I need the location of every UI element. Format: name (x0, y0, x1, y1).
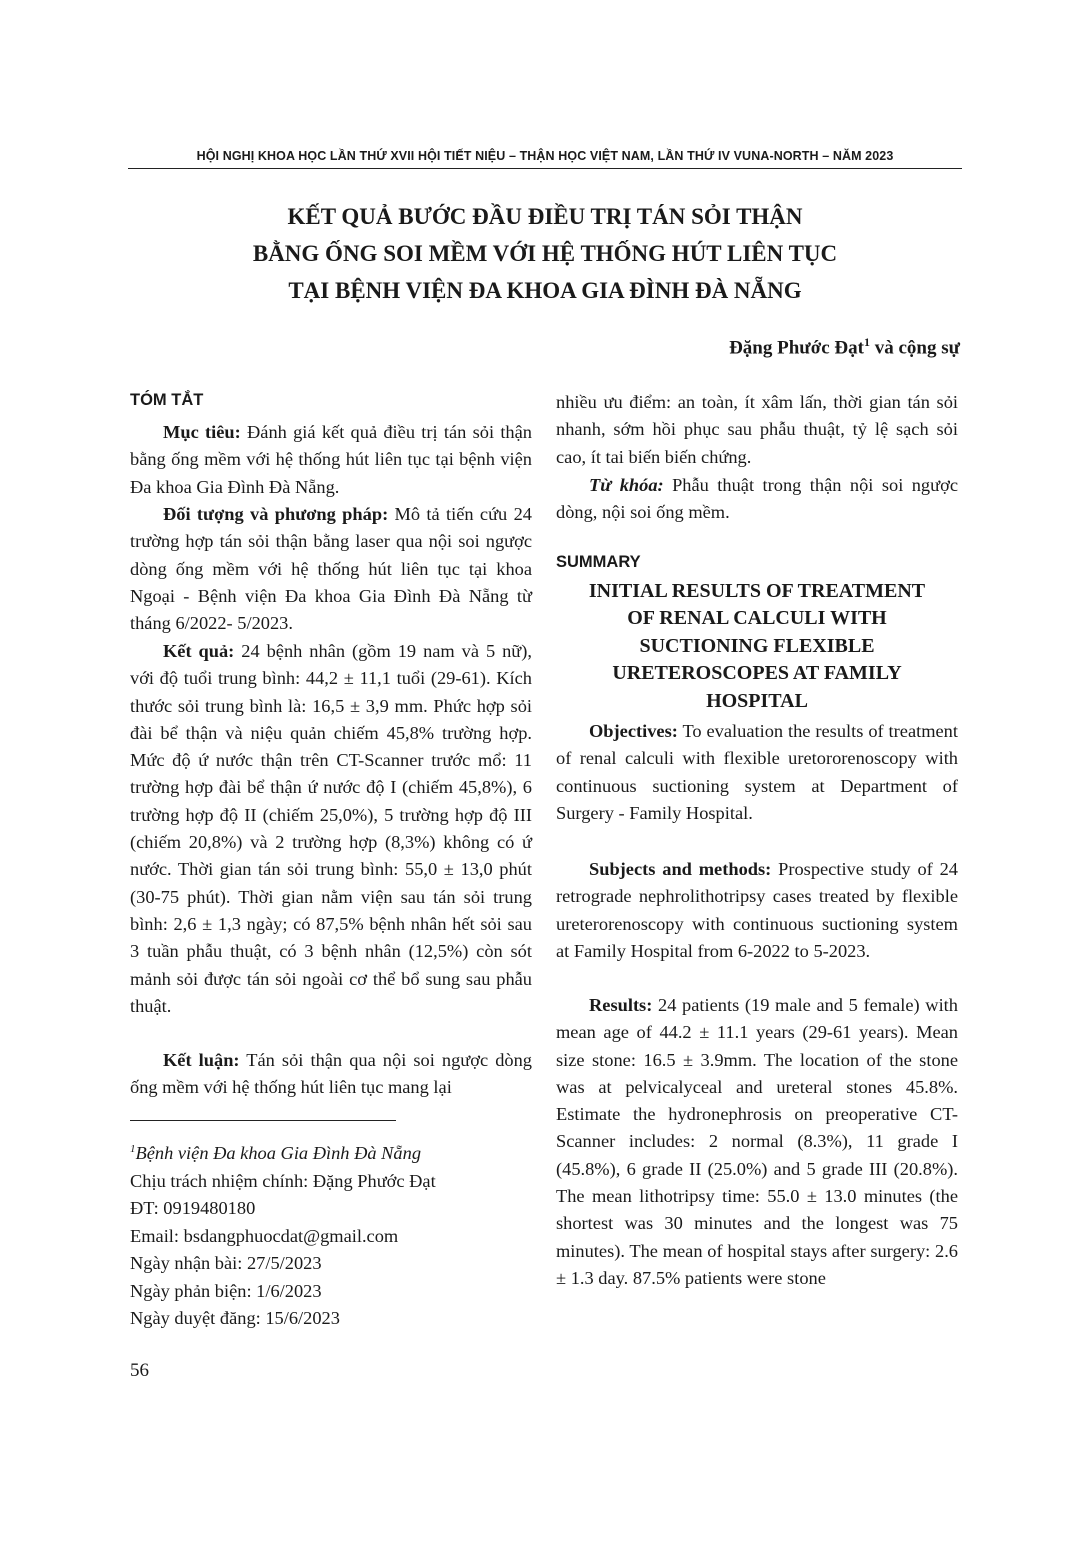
author-line (729, 335, 960, 359)
vi-abstract-heading: TÓM TẮT (130, 391, 204, 409)
en-objectives-paragraph (556, 718, 958, 827)
en-results-paragraph (556, 992, 958, 1292)
title-line: TẠI BỆNH VIỆN ĐA KHOA GIA ĐÌNH ĐÀ NẴNG (288, 278, 802, 303)
header-rule (128, 168, 962, 169)
author-affil-marker: 1 (863, 335, 870, 349)
vi-keywords-text: Phẫu thuật trong thận nội soi ngược dòng, nội soi ống mềm. (556, 475, 958, 523)
footnote-reviewed: Ngày phản biện: 1/6/2023 (130, 1281, 322, 1301)
affiliation-text: Bệnh viện Đa khoa Gia Đình Đà Nẵng (135, 1143, 422, 1164)
vi-objectives-text: Đánh giá kết quả điều trị tán sỏi thận bằng ống mềm với hệ thống hút liên tục tại bệnh viện Đa khoa Gia Đình Đà Nẵng. (130, 422, 532, 497)
en-methods-paragraph (556, 856, 958, 965)
title-line: KẾT QUẢ BƯỚC ĐẦU ĐIỀU TRỊ TÁN SỎI THẬN (287, 204, 803, 229)
en-title-line: INITIAL RESULTS OF TREATMENT (588, 580, 926, 602)
author-suffix: và cộng sự (869, 337, 960, 359)
en-abstract-heading: SUMMARY (556, 553, 641, 571)
article-title (128, 198, 962, 309)
vi-conclusion-text: Tán sỏi thận qua nội soi ngược dòng ống mềm với hệ thống hút liên tục mang lại (130, 1050, 532, 1098)
vi-results-text: 24 bệnh nhân (gồm 19 nam và 5 nữ), với độ tuổi trung bình: 44,2 ± 11,1 tuổi (29-61). Kích thước sỏi trung bình là: 16,5 ± 3,9 mm. Phức hợp sỏi đài bể thận và niệu quản chiếm 45,8% trường hợp. Mức độ ứ nước thận trên CT-Scanner trước mổ: 11 trường hợp đài bể thận ứ nước độ I (chiếm 45,8%), 6 trường hợp độ II (chiếm 25,0%), 5 trường hợp độ III (chiếm 20,8%) và 2 trường hợp (8,3%) không có ứ nước. Thời gian tán sỏi trung bình: 55,0 ± 13,0 phút (30-75 phút). Thời gian nằm viện sau tán sỏi trung bình: 2,6 ± 1,3 ngày; có 87,5% bệnh nhân hết sỏi sau 3 tuần phẫu thuật, có 3 bệnh nhân (12,5%) còn sót mảnh sỏi được tán sỏi ngoài cơ thể bổ sung sau phẫu thuật. (130, 641, 532, 1016)
author-name: Đặng Phước Đạt (729, 337, 864, 359)
en-objectives-label: Objectives: (589, 721, 678, 741)
vi-methods-paragraph (130, 501, 532, 637)
footnote-responsible: Chịu trách nhiệm chính: Đặng Phước Đạt (130, 1171, 436, 1191)
vi-keywords-label: Từ khóa: (589, 475, 664, 495)
vi-keywords-paragraph (556, 472, 958, 527)
en-objectives-text: To evaluation the results of treatment of renal calculi with flexible uretororenoscopy with continuous suctioning system at Department of Surgery - Family Hospital. (556, 721, 958, 823)
footnote-received: Ngày nhận bài: 27/5/2023 (130, 1253, 322, 1273)
vi-conclusion-paragraph (130, 1047, 532, 1102)
vi-methods-label: Đối tượng và phương pháp: (163, 504, 389, 524)
en-title-line: SUCTIONING FLEXIBLE (639, 634, 875, 657)
title-line: BẰNG ỐNG SOI MỀM VỚI HỆ THỐNG HÚT LIÊN TỤC (252, 241, 838, 266)
en-results-label: Results: (589, 995, 653, 1015)
en-results-text: 24 patients (19 male and 5 female) with mean age of 44.2 ± 11.1 years (29-61 years). Mean size stone: 16.5 ± 3.9mm. The location of the stone was at pelvicalyceal and ureteral stones 45.8%. Estimate the hydronephrosis on preoperative CT-Scanner includes: 2 normal (8.3%), 11 grade I (45.8%), 6 grade II (25.0%) and 5 grade III (20.8%). The mean lithotripsy time: 55.0 ± 13.0 minutes (the shortest was 30 minutes and the longest was 75 minutes). The mean of hospital stays after surgery: 2.6 ± 1.3 day. 87.5% patients were stone (556, 995, 958, 1288)
en-title-line: URETEROSCOPES AT FAMILY (612, 662, 902, 685)
footnote-rule (130, 1120, 396, 1121)
footnote-phone: ĐT: 0919480180 (130, 1198, 256, 1218)
running-head: HỘI NGHỊ KHOA HỌC LẦN THỨ XVII HỘI TIẾT NIỆU – THẬN HỌC VIỆT NAM, LẦN THỨ IV VUNA-NORTH – NĂM 2023 (196, 149, 894, 163)
page-number: 56 (130, 1360, 149, 1381)
footnote-email: Email: bsdangphuocdat@gmail.com (130, 1226, 399, 1246)
en-article-title (556, 578, 958, 715)
en-methods-text: Prospective study of 24 retrograde nephrolithotripsy cases treated by flexible ureterorenoscopy with continuous suctioning system at Family Hospital from 6-2022 to 5-2023. (556, 859, 958, 961)
en-title-line: OF RENAL CALCULI WITH (627, 607, 887, 630)
affiliation-marker: 1 (130, 1143, 136, 1155)
vi-conclusion-label: Kết luận: (163, 1050, 240, 1070)
footnote-accepted: Ngày duyệt đăng: 15/6/2023 (130, 1308, 340, 1328)
vi-results-label: Kết quả: (163, 641, 235, 661)
en-methods-label: Subjects and methods: (589, 859, 772, 879)
vi-results-paragraph (130, 638, 532, 1020)
vi-methods-text: Mô tả tiến cứu 24 trường hợp tán sỏi thận bằng laser qua nội soi ngược dòng ống mềm với hệ thống hút liên tục tại khoa Ngoại - Bệnh viện Đa khoa Gia Đình Đà Nẵng từ tháng 6/2022- 5/2023. (130, 504, 532, 634)
vi-objectives-label: Mục tiêu: (163, 422, 241, 442)
en-title-line: HOSPITAL (706, 689, 808, 712)
footnote-affiliation (130, 1143, 532, 1164)
vi-objectives-paragraph (130, 419, 532, 501)
vi-conclusion-continued: nhiều ưu điểm: an toàn, ít xâm lấn, thời gian tán sỏi nhanh, sớm hồi phục sau phẫu thuật, tỷ lệ sạch sỏi cao, ít tai biến biến chứng. (556, 392, 958, 467)
